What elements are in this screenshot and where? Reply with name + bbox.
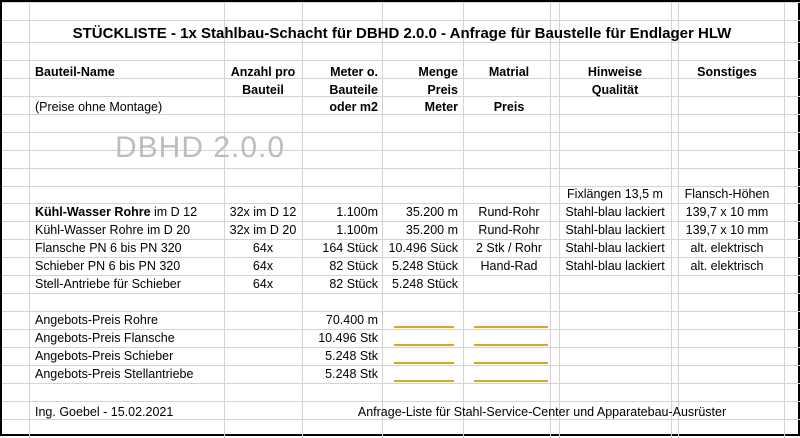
grid-row-line bbox=[2, 383, 800, 384]
row-material: Rund-Rohr bbox=[478, 205, 540, 219]
header-material: Matrial bbox=[488, 65, 530, 79]
header-meter: Meter o. bbox=[330, 65, 378, 79]
grid-row-line bbox=[2, 293, 800, 294]
row-menge: 35.200 m bbox=[405, 223, 458, 237]
row-anzahl: 64x bbox=[252, 241, 274, 255]
row-menge: 5.248 Stück bbox=[391, 277, 458, 291]
offer-value: 5.248 Stk bbox=[325, 367, 378, 381]
grid-row-line bbox=[2, 60, 800, 61]
offer-label: Angebots-Preis Stellantriebe bbox=[35, 367, 194, 381]
row-sonstiges: alt. elektrisch bbox=[690, 241, 764, 255]
row-part-name-rest: Schieber PN 6 bis PN 320 bbox=[35, 259, 181, 273]
row-sonstiges: 139,7 x 10 mm bbox=[685, 223, 769, 237]
offer-value: 10.496 Stk bbox=[318, 331, 378, 345]
grid-row-line bbox=[2, 401, 800, 402]
offer-label: Angebots-Preis Schieber bbox=[35, 349, 174, 363]
row-hinweise: Stahl-blau lackiert bbox=[565, 205, 665, 219]
row-menge: 5.248 Stück bbox=[391, 259, 458, 273]
grid-col-line bbox=[29, 2, 30, 438]
price-entry-line[interactable] bbox=[394, 326, 454, 328]
grid-col-line bbox=[671, 2, 672, 438]
price-entry-line[interactable] bbox=[394, 380, 454, 382]
row-sonstiges: 139,7 x 10 mm bbox=[685, 205, 769, 219]
header-menge-2: Preis bbox=[427, 83, 458, 97]
grid-row-line bbox=[2, 168, 800, 169]
row-meter: 164 Stück bbox=[322, 241, 378, 255]
row-part-name bbox=[35, 275, 181, 293]
row-hinweise: Stahl-blau lackiert bbox=[565, 259, 665, 273]
header-bauteil-name: Bauteil-Name bbox=[35, 65, 115, 79]
grid-col-line bbox=[784, 2, 785, 438]
price-note: (Preise ohne Montage) bbox=[35, 100, 163, 114]
price-entry-line[interactable] bbox=[474, 344, 548, 346]
row-anzahl: 64x bbox=[252, 277, 274, 291]
request-note: Anfrage-Liste für Stahl-Service-Center und Apparatebau-Ausrüster bbox=[357, 405, 727, 419]
row-sonstiges: alt. elektrisch bbox=[690, 259, 764, 273]
header-material-3: Preis bbox=[493, 100, 525, 114]
header-anzahl: Anzahl pro bbox=[230, 65, 296, 79]
row-material: Rund-Rohr bbox=[478, 223, 540, 237]
row-part-name bbox=[35, 221, 190, 239]
header-hinweise: Hinweise bbox=[587, 65, 643, 79]
row-hinweise: Stahl-blau lackiert bbox=[565, 241, 665, 255]
header-sonstiges: Sonstiges bbox=[697, 65, 757, 79]
dbhd-watermark: DBHD 2.0.0 bbox=[115, 131, 286, 164]
row-part-name-rest: Kühl-Wasser Rohre im D 20 bbox=[35, 223, 191, 237]
row-part-name-bold: Kühl-Wasser Rohre bbox=[35, 205, 151, 219]
row-hinweise: Stahl-blau lackiert bbox=[565, 223, 665, 237]
hinweise-fixlaengen: Fixlängen 13,5 m bbox=[567, 187, 663, 201]
header-menge-3: Meter bbox=[424, 100, 458, 114]
header-hinweise-2: Qualität bbox=[591, 83, 639, 97]
price-entry-line[interactable] bbox=[474, 362, 548, 364]
row-meter: 1.100m bbox=[336, 205, 378, 219]
row-part-name-rest: Flansche PN 6 bis PN 320 bbox=[35, 241, 182, 255]
price-entry-line[interactable] bbox=[394, 362, 454, 364]
sheet-title: STÜCKLISTE - 1x Stahlbau-Schacht für DBHD 2.0.0 - Anfrage für Baustelle für Endlager HLW bbox=[72, 25, 732, 42]
price-entry-line[interactable] bbox=[474, 326, 548, 328]
header-meter-2: Bauteile bbox=[329, 83, 378, 97]
row-meter: 1.100m bbox=[336, 223, 378, 237]
offer-label: Angebots-Preis Rohre bbox=[35, 313, 158, 327]
row-part-name-rest: im D 12 bbox=[150, 205, 198, 219]
sonstiges-flansch-hoehen: Flansch-Höhen bbox=[684, 187, 770, 201]
row-part-name bbox=[35, 239, 182, 257]
row-material: 2 Stk / Rohr bbox=[476, 241, 542, 255]
grid-row-line bbox=[2, 2, 800, 3]
row-part-name bbox=[35, 257, 180, 275]
row-menge: 35.200 m bbox=[405, 205, 458, 219]
row-anzahl: 32x im D 20 bbox=[229, 223, 297, 237]
offer-value: 5.248 Stk bbox=[325, 349, 378, 363]
price-entry-line[interactable] bbox=[474, 380, 548, 382]
price-entry-line[interactable] bbox=[394, 344, 454, 346]
header-meter-3: oder m2 bbox=[329, 100, 378, 114]
row-part-name-rest: Stell-Antriebe für Schieber bbox=[35, 277, 181, 291]
header-menge: Menge bbox=[418, 65, 458, 79]
grid-row-line bbox=[2, 20, 800, 21]
row-anzahl: 32x im D 12 bbox=[229, 205, 297, 219]
row-menge: 10.496 Sück bbox=[388, 241, 458, 255]
row-part-name bbox=[35, 203, 197, 221]
author-date: Ing. Goebel - 15.02.2021 bbox=[35, 405, 174, 419]
row-meter: 82 Stück bbox=[329, 259, 378, 273]
offer-value: 70.400 m bbox=[325, 313, 378, 327]
header-anzahl-2: Bauteil bbox=[242, 83, 284, 97]
row-material: Hand-Rad bbox=[480, 259, 538, 273]
offer-label: Angebots-Preis Flansche bbox=[35, 331, 175, 345]
row-anzahl: 64x bbox=[252, 259, 274, 273]
row-meter: 82 Stück bbox=[329, 277, 378, 291]
